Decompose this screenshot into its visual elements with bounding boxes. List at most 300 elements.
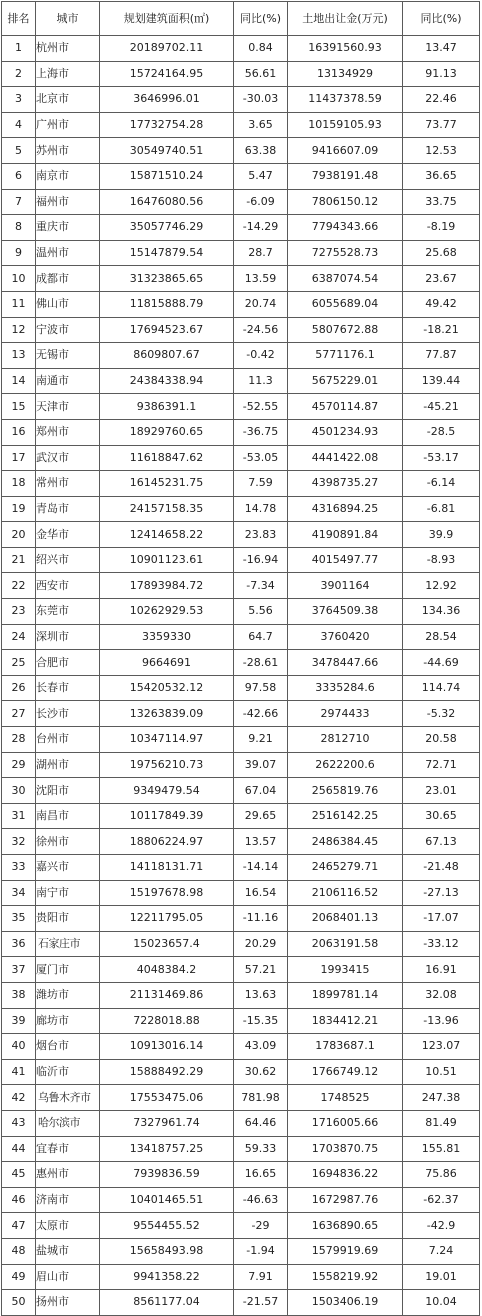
cell-rank[interactable]: 17: [2, 445, 36, 471]
cell-rank[interactable]: 46: [2, 1187, 36, 1213]
cell-land-fee-yoy[interactable]: 7.24: [403, 1238, 480, 1264]
cell-floor-area-yoy[interactable]: 20.29: [234, 931, 288, 957]
cell-land-transfer-fee[interactable]: 4441422.08: [288, 445, 403, 471]
cell-rank[interactable]: 4: [2, 112, 36, 138]
cell-land-fee-yoy[interactable]: -44.69: [403, 650, 480, 676]
cell-land-transfer-fee[interactable]: 1672987.76: [288, 1187, 403, 1213]
cell-rank[interactable]: 37: [2, 957, 36, 983]
cell-rank[interactable]: 45: [2, 1162, 36, 1188]
cell-rank[interactable]: 7: [2, 189, 36, 215]
cell-land-fee-yoy[interactable]: -8.93: [403, 547, 480, 573]
cell-city[interactable]: 哈尔滨市: [36, 1110, 100, 1136]
cell-city[interactable]: 合肥市: [36, 650, 100, 676]
cell-city[interactable]: 潍坊市: [36, 982, 100, 1008]
cell-land-fee-yoy[interactable]: 139.44: [403, 368, 480, 394]
cell-land-fee-yoy[interactable]: 28.54: [403, 624, 480, 650]
cell-land-fee-yoy[interactable]: -5.32: [403, 701, 480, 727]
cell-floor-area-yoy[interactable]: 43.09: [234, 1034, 288, 1060]
cell-land-fee-yoy[interactable]: 81.49: [403, 1110, 480, 1136]
cell-rank[interactable]: 34: [2, 880, 36, 906]
cell-land-transfer-fee[interactable]: 7938191.48: [288, 163, 403, 189]
cell-planned-floor-area[interactable]: 10347114.97: [100, 727, 234, 753]
cell-rank[interactable]: 11: [2, 291, 36, 317]
cell-rank[interactable]: 50: [2, 1290, 36, 1316]
cell-city[interactable]: 乌鲁木齐市: [36, 1085, 100, 1111]
cell-land-fee-yoy[interactable]: 20.58: [403, 727, 480, 753]
cell-land-transfer-fee[interactable]: 2486384.45: [288, 829, 403, 855]
cell-floor-area-yoy[interactable]: -11.16: [234, 906, 288, 932]
header-land-transfer-fee[interactable]: 土地出让金(万元): [288, 2, 403, 36]
cell-floor-area-yoy[interactable]: 20.74: [234, 291, 288, 317]
cell-city[interactable]: 常州市: [36, 471, 100, 497]
cell-city[interactable]: 青岛市: [36, 496, 100, 522]
cell-land-fee-yoy[interactable]: -13.96: [403, 1008, 480, 1034]
cell-land-transfer-fee[interactable]: 2974433: [288, 701, 403, 727]
cell-land-fee-yoy[interactable]: 30.65: [403, 803, 480, 829]
cell-city[interactable]: 沈阳市: [36, 778, 100, 804]
cell-land-transfer-fee[interactable]: 1558219.92: [288, 1264, 403, 1290]
cell-rank[interactable]: 13: [2, 343, 36, 369]
cell-land-transfer-fee[interactable]: 2068401.13: [288, 906, 403, 932]
cell-city[interactable]: 厦门市: [36, 957, 100, 983]
cell-land-fee-yoy[interactable]: 12.53: [403, 138, 480, 164]
cell-city[interactable]: 成都市: [36, 266, 100, 292]
cell-city[interactable]: 郑州市: [36, 419, 100, 445]
cell-floor-area-yoy[interactable]: 3.65: [234, 112, 288, 138]
cell-rank[interactable]: 15: [2, 394, 36, 420]
cell-rank[interactable]: 39: [2, 1008, 36, 1034]
cell-land-transfer-fee[interactable]: 4316894.25: [288, 496, 403, 522]
cell-floor-area-yoy[interactable]: 5.47: [234, 163, 288, 189]
cell-city[interactable]: 湖州市: [36, 752, 100, 778]
cell-land-fee-yoy[interactable]: 16.91: [403, 957, 480, 983]
cell-rank[interactable]: 24: [2, 624, 36, 650]
cell-planned-floor-area[interactable]: 17893984.72: [100, 573, 234, 599]
cell-rank[interactable]: 33: [2, 855, 36, 881]
cell-floor-area-yoy[interactable]: -42.66: [234, 701, 288, 727]
cell-city[interactable]: 眉山市: [36, 1264, 100, 1290]
cell-city[interactable]: 扬州市: [36, 1290, 100, 1316]
cell-land-transfer-fee[interactable]: 1716005.66: [288, 1110, 403, 1136]
cell-floor-area-yoy[interactable]: 11.3: [234, 368, 288, 394]
cell-floor-area-yoy[interactable]: -36.75: [234, 419, 288, 445]
cell-city[interactable]: 贵阳市: [36, 906, 100, 932]
cell-land-fee-yoy[interactable]: 13.47: [403, 36, 480, 62]
cell-city[interactable]: 东莞市: [36, 599, 100, 625]
cell-city[interactable]: 杭州市: [36, 36, 100, 62]
cell-planned-floor-area[interactable]: 21131469.86: [100, 982, 234, 1008]
cell-planned-floor-area[interactable]: 9941358.22: [100, 1264, 234, 1290]
cell-floor-area-yoy[interactable]: 7.91: [234, 1264, 288, 1290]
cell-rank[interactable]: 8: [2, 215, 36, 241]
cell-city[interactable]: 太原市: [36, 1213, 100, 1239]
cell-land-fee-yoy[interactable]: 155.81: [403, 1136, 480, 1162]
cell-land-fee-yoy[interactable]: 19.01: [403, 1264, 480, 1290]
cell-floor-area-yoy[interactable]: -1.94: [234, 1238, 288, 1264]
cell-land-transfer-fee[interactable]: 10159105.93: [288, 112, 403, 138]
cell-land-transfer-fee[interactable]: 2063191.58: [288, 931, 403, 957]
cell-land-fee-yoy[interactable]: 10.04: [403, 1290, 480, 1316]
cell-planned-floor-area[interactable]: 31323865.65: [100, 266, 234, 292]
cell-planned-floor-area[interactable]: 20189702.11: [100, 36, 234, 62]
cell-floor-area-yoy[interactable]: -53.05: [234, 445, 288, 471]
cell-floor-area-yoy[interactable]: 5.56: [234, 599, 288, 625]
cell-planned-floor-area[interactable]: 8609807.67: [100, 343, 234, 369]
cell-land-transfer-fee[interactable]: 3478447.66: [288, 650, 403, 676]
cell-city[interactable]: 西安市: [36, 573, 100, 599]
cell-land-fee-yoy[interactable]: -17.07: [403, 906, 480, 932]
cell-land-fee-yoy[interactable]: 22.46: [403, 87, 480, 113]
cell-planned-floor-area[interactable]: 13263839.09: [100, 701, 234, 727]
cell-floor-area-yoy[interactable]: -14.29: [234, 215, 288, 241]
cell-floor-area-yoy[interactable]: 13.63: [234, 982, 288, 1008]
cell-land-fee-yoy[interactable]: 32.08: [403, 982, 480, 1008]
cell-city[interactable]: 长春市: [36, 675, 100, 701]
cell-land-fee-yoy[interactable]: -33.12: [403, 931, 480, 957]
cell-rank[interactable]: 35: [2, 906, 36, 932]
cell-floor-area-yoy[interactable]: -46.63: [234, 1187, 288, 1213]
cell-rank[interactable]: 49: [2, 1264, 36, 1290]
header-land-fee-yoy[interactable]: 同比(%): [403, 2, 480, 36]
cell-floor-area-yoy[interactable]: 39.07: [234, 752, 288, 778]
cell-floor-area-yoy[interactable]: -29: [234, 1213, 288, 1239]
cell-planned-floor-area[interactable]: 3359330: [100, 624, 234, 650]
cell-planned-floor-area[interactable]: 10401465.51: [100, 1187, 234, 1213]
cell-planned-floor-area[interactable]: 24384338.94: [100, 368, 234, 394]
cell-land-transfer-fee[interactable]: 16391560.93: [288, 36, 403, 62]
cell-land-transfer-fee[interactable]: 2812710: [288, 727, 403, 753]
cell-rank[interactable]: 42: [2, 1085, 36, 1111]
cell-floor-area-yoy[interactable]: -7.34: [234, 573, 288, 599]
cell-land-transfer-fee[interactable]: 1766749.12: [288, 1059, 403, 1085]
cell-land-transfer-fee[interactable]: 2516142.25: [288, 803, 403, 829]
header-floor-area-yoy[interactable]: 同比(%): [234, 2, 288, 36]
cell-floor-area-yoy[interactable]: -14.14: [234, 855, 288, 881]
cell-land-fee-yoy[interactable]: 25.68: [403, 240, 480, 266]
cell-rank[interactable]: 3: [2, 87, 36, 113]
cell-planned-floor-area[interactable]: 10262929.53: [100, 599, 234, 625]
cell-land-transfer-fee[interactable]: 4015497.77: [288, 547, 403, 573]
cell-floor-area-yoy[interactable]: -30.03: [234, 87, 288, 113]
cell-planned-floor-area[interactable]: 13418757.25: [100, 1136, 234, 1162]
cell-land-transfer-fee[interactable]: 3335284.6: [288, 675, 403, 701]
cell-rank[interactable]: 38: [2, 982, 36, 1008]
cell-rank[interactable]: 36: [2, 931, 36, 957]
cell-land-transfer-fee[interactable]: 1503406.19: [288, 1290, 403, 1316]
cell-planned-floor-area[interactable]: 9386391.1: [100, 394, 234, 420]
cell-land-transfer-fee[interactable]: 2465279.71: [288, 855, 403, 881]
cell-land-fee-yoy[interactable]: 247.38: [403, 1085, 480, 1111]
cell-planned-floor-area[interactable]: 4048384.2: [100, 957, 234, 983]
cell-planned-floor-area[interactable]: 15147879.54: [100, 240, 234, 266]
header-city[interactable]: 城市: [36, 2, 100, 36]
cell-rank[interactable]: 32: [2, 829, 36, 855]
cell-floor-area-yoy[interactable]: -24.56: [234, 317, 288, 343]
cell-floor-area-yoy[interactable]: 97.58: [234, 675, 288, 701]
cell-land-transfer-fee[interactable]: 1579919.69: [288, 1238, 403, 1264]
cell-city[interactable]: 武汉市: [36, 445, 100, 471]
cell-city[interactable]: 宁波市: [36, 317, 100, 343]
cell-land-fee-yoy[interactable]: 67.13: [403, 829, 480, 855]
cell-rank[interactable]: 25: [2, 650, 36, 676]
cell-planned-floor-area[interactable]: 19756210.73: [100, 752, 234, 778]
cell-land-transfer-fee[interactable]: 5807672.88: [288, 317, 403, 343]
cell-land-fee-yoy[interactable]: 12.92: [403, 573, 480, 599]
cell-city[interactable]: 上海市: [36, 61, 100, 87]
cell-land-transfer-fee[interactable]: 2106116.52: [288, 880, 403, 906]
cell-planned-floor-area[interactable]: 18806224.97: [100, 829, 234, 855]
cell-planned-floor-area[interactable]: 30549740.51: [100, 138, 234, 164]
cell-floor-area-yoy[interactable]: 29.65: [234, 803, 288, 829]
cell-city[interactable]: 南通市: [36, 368, 100, 394]
cell-floor-area-yoy[interactable]: 9.21: [234, 727, 288, 753]
cell-floor-area-yoy[interactable]: 13.59: [234, 266, 288, 292]
cell-rank[interactable]: 27: [2, 701, 36, 727]
cell-floor-area-yoy[interactable]: -0.42: [234, 343, 288, 369]
cell-land-fee-yoy[interactable]: 23.67: [403, 266, 480, 292]
cell-city[interactable]: 廊坊市: [36, 1008, 100, 1034]
header-rank[interactable]: 排名: [2, 2, 36, 36]
cell-floor-area-yoy[interactable]: 28.7: [234, 240, 288, 266]
cell-land-transfer-fee[interactable]: 7806150.12: [288, 189, 403, 215]
cell-rank[interactable]: 19: [2, 496, 36, 522]
cell-floor-area-yoy[interactable]: 59.33: [234, 1136, 288, 1162]
cell-rank[interactable]: 14: [2, 368, 36, 394]
cell-rank[interactable]: 31: [2, 803, 36, 829]
cell-planned-floor-area[interactable]: 9664691: [100, 650, 234, 676]
cell-planned-floor-area[interactable]: 14118131.71: [100, 855, 234, 881]
cell-rank[interactable]: 18: [2, 471, 36, 497]
cell-planned-floor-area[interactable]: 15023657.4: [100, 931, 234, 957]
cell-land-transfer-fee[interactable]: 4570114.87: [288, 394, 403, 420]
cell-floor-area-yoy[interactable]: -21.57: [234, 1290, 288, 1316]
cell-city[interactable]: 济南市: [36, 1187, 100, 1213]
cell-land-transfer-fee[interactable]: 11437378.59: [288, 87, 403, 113]
cell-floor-area-yoy[interactable]: 13.57: [234, 829, 288, 855]
cell-rank[interactable]: 12: [2, 317, 36, 343]
cell-planned-floor-area[interactable]: 11618847.62: [100, 445, 234, 471]
cell-land-transfer-fee[interactable]: 3901164: [288, 573, 403, 599]
cell-planned-floor-area[interactable]: 17732754.28: [100, 112, 234, 138]
cell-city[interactable]: 徐州市: [36, 829, 100, 855]
cell-land-transfer-fee[interactable]: 4398735.27: [288, 471, 403, 497]
cell-planned-floor-area[interactable]: 16476080.56: [100, 189, 234, 215]
cell-floor-area-yoy[interactable]: 64.7: [234, 624, 288, 650]
cell-rank[interactable]: 41: [2, 1059, 36, 1085]
cell-city[interactable]: 惠州市: [36, 1162, 100, 1188]
cell-floor-area-yoy[interactable]: -6.09: [234, 189, 288, 215]
cell-land-fee-yoy[interactable]: -42.9: [403, 1213, 480, 1239]
cell-planned-floor-area[interactable]: 9349479.54: [100, 778, 234, 804]
cell-city[interactable]: 苏州市: [36, 138, 100, 164]
cell-planned-floor-area[interactable]: 9554455.52: [100, 1213, 234, 1239]
cell-rank[interactable]: 26: [2, 675, 36, 701]
cell-land-fee-yoy[interactable]: 36.65: [403, 163, 480, 189]
cell-land-transfer-fee[interactable]: 6055689.04: [288, 291, 403, 317]
cell-planned-floor-area[interactable]: 7939836.59: [100, 1162, 234, 1188]
cell-city[interactable]: 台州市: [36, 727, 100, 753]
cell-city[interactable]: 无锡市: [36, 343, 100, 369]
cell-rank[interactable]: 22: [2, 573, 36, 599]
cell-city[interactable]: 烟台市: [36, 1034, 100, 1060]
cell-city[interactable]: 绍兴市: [36, 547, 100, 573]
cell-planned-floor-area[interactable]: 7228018.88: [100, 1008, 234, 1034]
cell-planned-floor-area[interactable]: 8561177.04: [100, 1290, 234, 1316]
cell-land-fee-yoy[interactable]: -28.5: [403, 419, 480, 445]
cell-rank[interactable]: 10: [2, 266, 36, 292]
cell-land-fee-yoy[interactable]: 49.42: [403, 291, 480, 317]
cell-city[interactable]: 南京市: [36, 163, 100, 189]
cell-rank[interactable]: 30: [2, 778, 36, 804]
cell-rank[interactable]: 28: [2, 727, 36, 753]
cell-floor-area-yoy[interactable]: -15.35: [234, 1008, 288, 1034]
cell-city[interactable]: 福州市: [36, 189, 100, 215]
cell-land-transfer-fee[interactable]: 2565819.76: [288, 778, 403, 804]
cell-city[interactable]: 佛山市: [36, 291, 100, 317]
cell-planned-floor-area[interactable]: 15658493.98: [100, 1238, 234, 1264]
cell-floor-area-yoy[interactable]: 67.04: [234, 778, 288, 804]
cell-floor-area-yoy[interactable]: 23.83: [234, 522, 288, 548]
header-planned-floor-area[interactable]: 规划建筑面积(㎡): [100, 2, 234, 36]
cell-rank[interactable]: 29: [2, 752, 36, 778]
cell-planned-floor-area[interactable]: 10913016.14: [100, 1034, 234, 1060]
cell-planned-floor-area[interactable]: 17694523.67: [100, 317, 234, 343]
cell-land-fee-yoy[interactable]: 33.75: [403, 189, 480, 215]
cell-planned-floor-area[interactable]: 17553475.06: [100, 1085, 234, 1111]
cell-land-fee-yoy[interactable]: -21.48: [403, 855, 480, 881]
cell-land-fee-yoy[interactable]: -18.21: [403, 317, 480, 343]
cell-rank[interactable]: 21: [2, 547, 36, 573]
cell-land-fee-yoy[interactable]: 91.13: [403, 61, 480, 87]
cell-land-fee-yoy[interactable]: 73.77: [403, 112, 480, 138]
cell-rank[interactable]: 2: [2, 61, 36, 87]
cell-land-transfer-fee[interactable]: 5771176.1: [288, 343, 403, 369]
cell-land-fee-yoy[interactable]: 134.36: [403, 599, 480, 625]
cell-land-fee-yoy[interactable]: 114.74: [403, 675, 480, 701]
cell-floor-area-yoy[interactable]: 30.62: [234, 1059, 288, 1085]
cell-planned-floor-area[interactable]: 16145231.75: [100, 471, 234, 497]
cell-planned-floor-area[interactable]: 35057746.29: [100, 215, 234, 241]
cell-rank[interactable]: 1: [2, 36, 36, 62]
cell-land-transfer-fee[interactable]: 7794343.66: [288, 215, 403, 241]
cell-city[interactable]: 宜春市: [36, 1136, 100, 1162]
cell-land-fee-yoy[interactable]: -8.19: [403, 215, 480, 241]
cell-floor-area-yoy[interactable]: -28.61: [234, 650, 288, 676]
cell-land-fee-yoy[interactable]: -45.21: [403, 394, 480, 420]
cell-rank[interactable]: 44: [2, 1136, 36, 1162]
cell-land-fee-yoy[interactable]: 39.9: [403, 522, 480, 548]
cell-planned-floor-area[interactable]: 12414658.22: [100, 522, 234, 548]
cell-planned-floor-area[interactable]: 15888492.29: [100, 1059, 234, 1085]
cell-floor-area-yoy[interactable]: 0.84: [234, 36, 288, 62]
cell-planned-floor-area[interactable]: 12211795.05: [100, 906, 234, 932]
cell-floor-area-yoy[interactable]: 16.54: [234, 880, 288, 906]
cell-planned-floor-area[interactable]: 10901123.61: [100, 547, 234, 573]
cell-land-fee-yoy[interactable]: -27.13: [403, 880, 480, 906]
cell-land-transfer-fee[interactable]: 1899781.14: [288, 982, 403, 1008]
cell-city[interactable]: 盐城市: [36, 1238, 100, 1264]
cell-floor-area-yoy[interactable]: -52.55: [234, 394, 288, 420]
cell-city[interactable]: 临沂市: [36, 1059, 100, 1085]
cell-land-transfer-fee[interactable]: 3760420: [288, 624, 403, 650]
cell-planned-floor-area[interactable]: 15197678.98: [100, 880, 234, 906]
cell-floor-area-yoy[interactable]: 14.78: [234, 496, 288, 522]
cell-rank[interactable]: 6: [2, 163, 36, 189]
cell-land-transfer-fee[interactable]: 4190891.84: [288, 522, 403, 548]
cell-city[interactable]: 广州市: [36, 112, 100, 138]
cell-land-fee-yoy[interactable]: 10.51: [403, 1059, 480, 1085]
cell-land-transfer-fee[interactable]: 3764509.38: [288, 599, 403, 625]
cell-rank[interactable]: 9: [2, 240, 36, 266]
cell-planned-floor-area[interactable]: 15420532.12: [100, 675, 234, 701]
cell-city[interactable]: 南宁市: [36, 880, 100, 906]
cell-rank[interactable]: 48: [2, 1238, 36, 1264]
cell-city[interactable]: 深圳市: [36, 624, 100, 650]
cell-city[interactable]: 金华市: [36, 522, 100, 548]
cell-city[interactable]: 温州市: [36, 240, 100, 266]
cell-land-fee-yoy[interactable]: -6.81: [403, 496, 480, 522]
cell-planned-floor-area[interactable]: 3646996.01: [100, 87, 234, 113]
cell-rank[interactable]: 40: [2, 1034, 36, 1060]
cell-land-transfer-fee[interactable]: 6387074.54: [288, 266, 403, 292]
cell-land-transfer-fee[interactable]: 1783687.1: [288, 1034, 403, 1060]
cell-land-transfer-fee[interactable]: 1993415: [288, 957, 403, 983]
cell-city[interactable]: 重庆市: [36, 215, 100, 241]
cell-rank[interactable]: 16: [2, 419, 36, 445]
cell-city[interactable]: 嘉兴市: [36, 855, 100, 881]
cell-floor-area-yoy[interactable]: 7.59: [234, 471, 288, 497]
cell-floor-area-yoy[interactable]: 57.21: [234, 957, 288, 983]
cell-land-transfer-fee[interactable]: 1636890.65: [288, 1213, 403, 1239]
cell-land-fee-yoy[interactable]: -62.37: [403, 1187, 480, 1213]
cell-land-transfer-fee[interactable]: 1694836.22: [288, 1162, 403, 1188]
cell-city[interactable]: 石家庄市: [36, 931, 100, 957]
cell-city[interactable]: 北京市: [36, 87, 100, 113]
cell-rank[interactable]: 47: [2, 1213, 36, 1239]
cell-city[interactable]: 南昌市: [36, 803, 100, 829]
cell-rank[interactable]: 23: [2, 599, 36, 625]
cell-floor-area-yoy[interactable]: 781.98: [234, 1085, 288, 1111]
cell-planned-floor-area[interactable]: 15724164.95: [100, 61, 234, 87]
cell-floor-area-yoy[interactable]: 63.38: [234, 138, 288, 164]
cell-land-fee-yoy[interactable]: 75.86: [403, 1162, 480, 1188]
cell-land-transfer-fee[interactable]: 1748525: [288, 1085, 403, 1111]
cell-land-transfer-fee[interactable]: 7275528.73: [288, 240, 403, 266]
cell-land-transfer-fee[interactable]: 9416607.09: [288, 138, 403, 164]
cell-land-transfer-fee[interactable]: 1834412.21: [288, 1008, 403, 1034]
cell-city[interactable]: 长沙市: [36, 701, 100, 727]
cell-rank[interactable]: 5: [2, 138, 36, 164]
cell-floor-area-yoy[interactable]: 56.61: [234, 61, 288, 87]
cell-floor-area-yoy[interactable]: 16.65: [234, 1162, 288, 1188]
cell-land-fee-yoy[interactable]: -6.14: [403, 471, 480, 497]
cell-planned-floor-area[interactable]: 11815888.79: [100, 291, 234, 317]
cell-land-transfer-fee[interactable]: 13134929: [288, 61, 403, 87]
cell-city[interactable]: 天津市: [36, 394, 100, 420]
cell-planned-floor-area[interactable]: 24157158.35: [100, 496, 234, 522]
cell-planned-floor-area[interactable]: 10117849.39: [100, 803, 234, 829]
cell-planned-floor-area[interactable]: 18929760.65: [100, 419, 234, 445]
cell-floor-area-yoy[interactable]: 64.46: [234, 1110, 288, 1136]
cell-land-transfer-fee[interactable]: 4501234.93: [288, 419, 403, 445]
cell-land-fee-yoy[interactable]: 23.01: [403, 778, 480, 804]
cell-floor-area-yoy[interactable]: -16.94: [234, 547, 288, 573]
cell-land-transfer-fee[interactable]: 2622200.6: [288, 752, 403, 778]
cell-land-fee-yoy[interactable]: -53.17: [403, 445, 480, 471]
cell-rank[interactable]: 20: [2, 522, 36, 548]
cell-rank[interactable]: 43: [2, 1110, 36, 1136]
cell-land-fee-yoy[interactable]: 77.87: [403, 343, 480, 369]
